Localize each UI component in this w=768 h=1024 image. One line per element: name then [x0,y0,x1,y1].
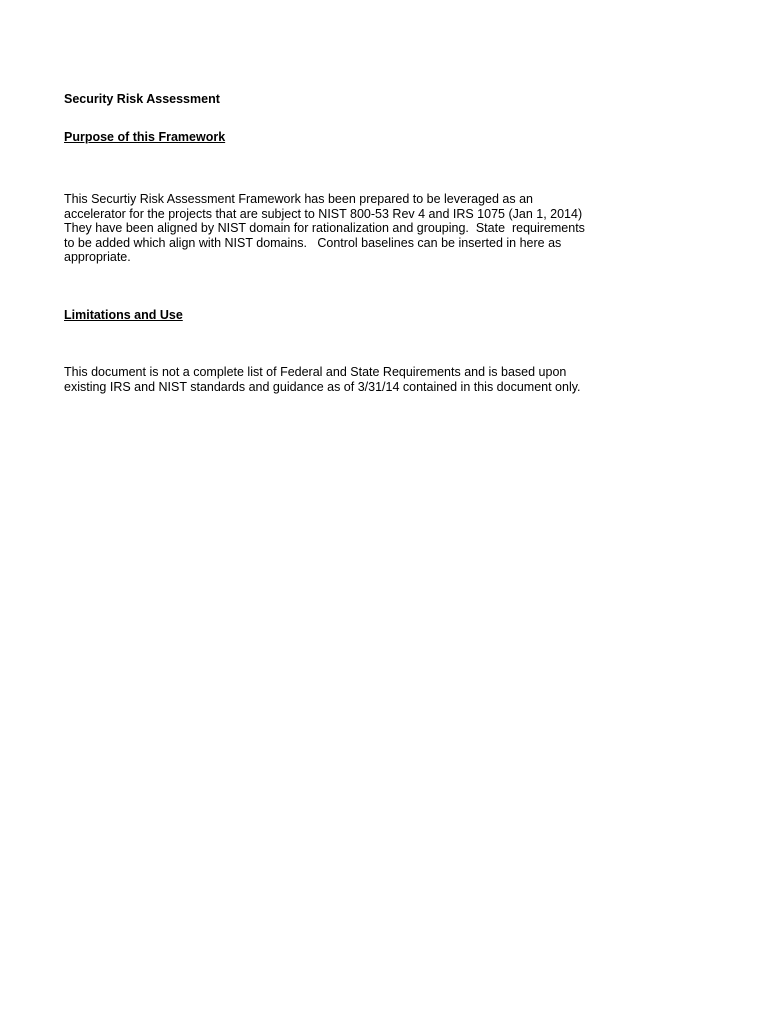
body-line: appropriate. [64,250,131,264]
document-title: Security Risk Assessment [64,92,220,106]
body-line: This document is not a complete list of Federal and State Requirements and is based upon [64,365,567,379]
body-line: They have been aligned by NIST domain for rationalization and grouping. State requirements [64,221,585,235]
section-heading-purpose: Purpose of this Framework [64,130,226,144]
body-line: accelerator for the projects that are subject to NIST 800-53 Rev 4 and IRS 1075 (Jan 1, 2014) [64,206,583,221]
body-line: existing IRS and NIST standards and guidance as of 3/31/14 contained in this document only. [64,379,581,394]
section-heading-limitations: Limitations and Use [64,308,183,322]
section-body-purpose [64,192,624,265]
section-body-limitations [64,365,624,394]
body-line: to be added which align with NIST domains. Control baselines can be inserted in here as [64,235,562,250]
body-line: This Securtiy Risk Assessment Framework has been prepared to be leveraged as an [64,192,533,206]
